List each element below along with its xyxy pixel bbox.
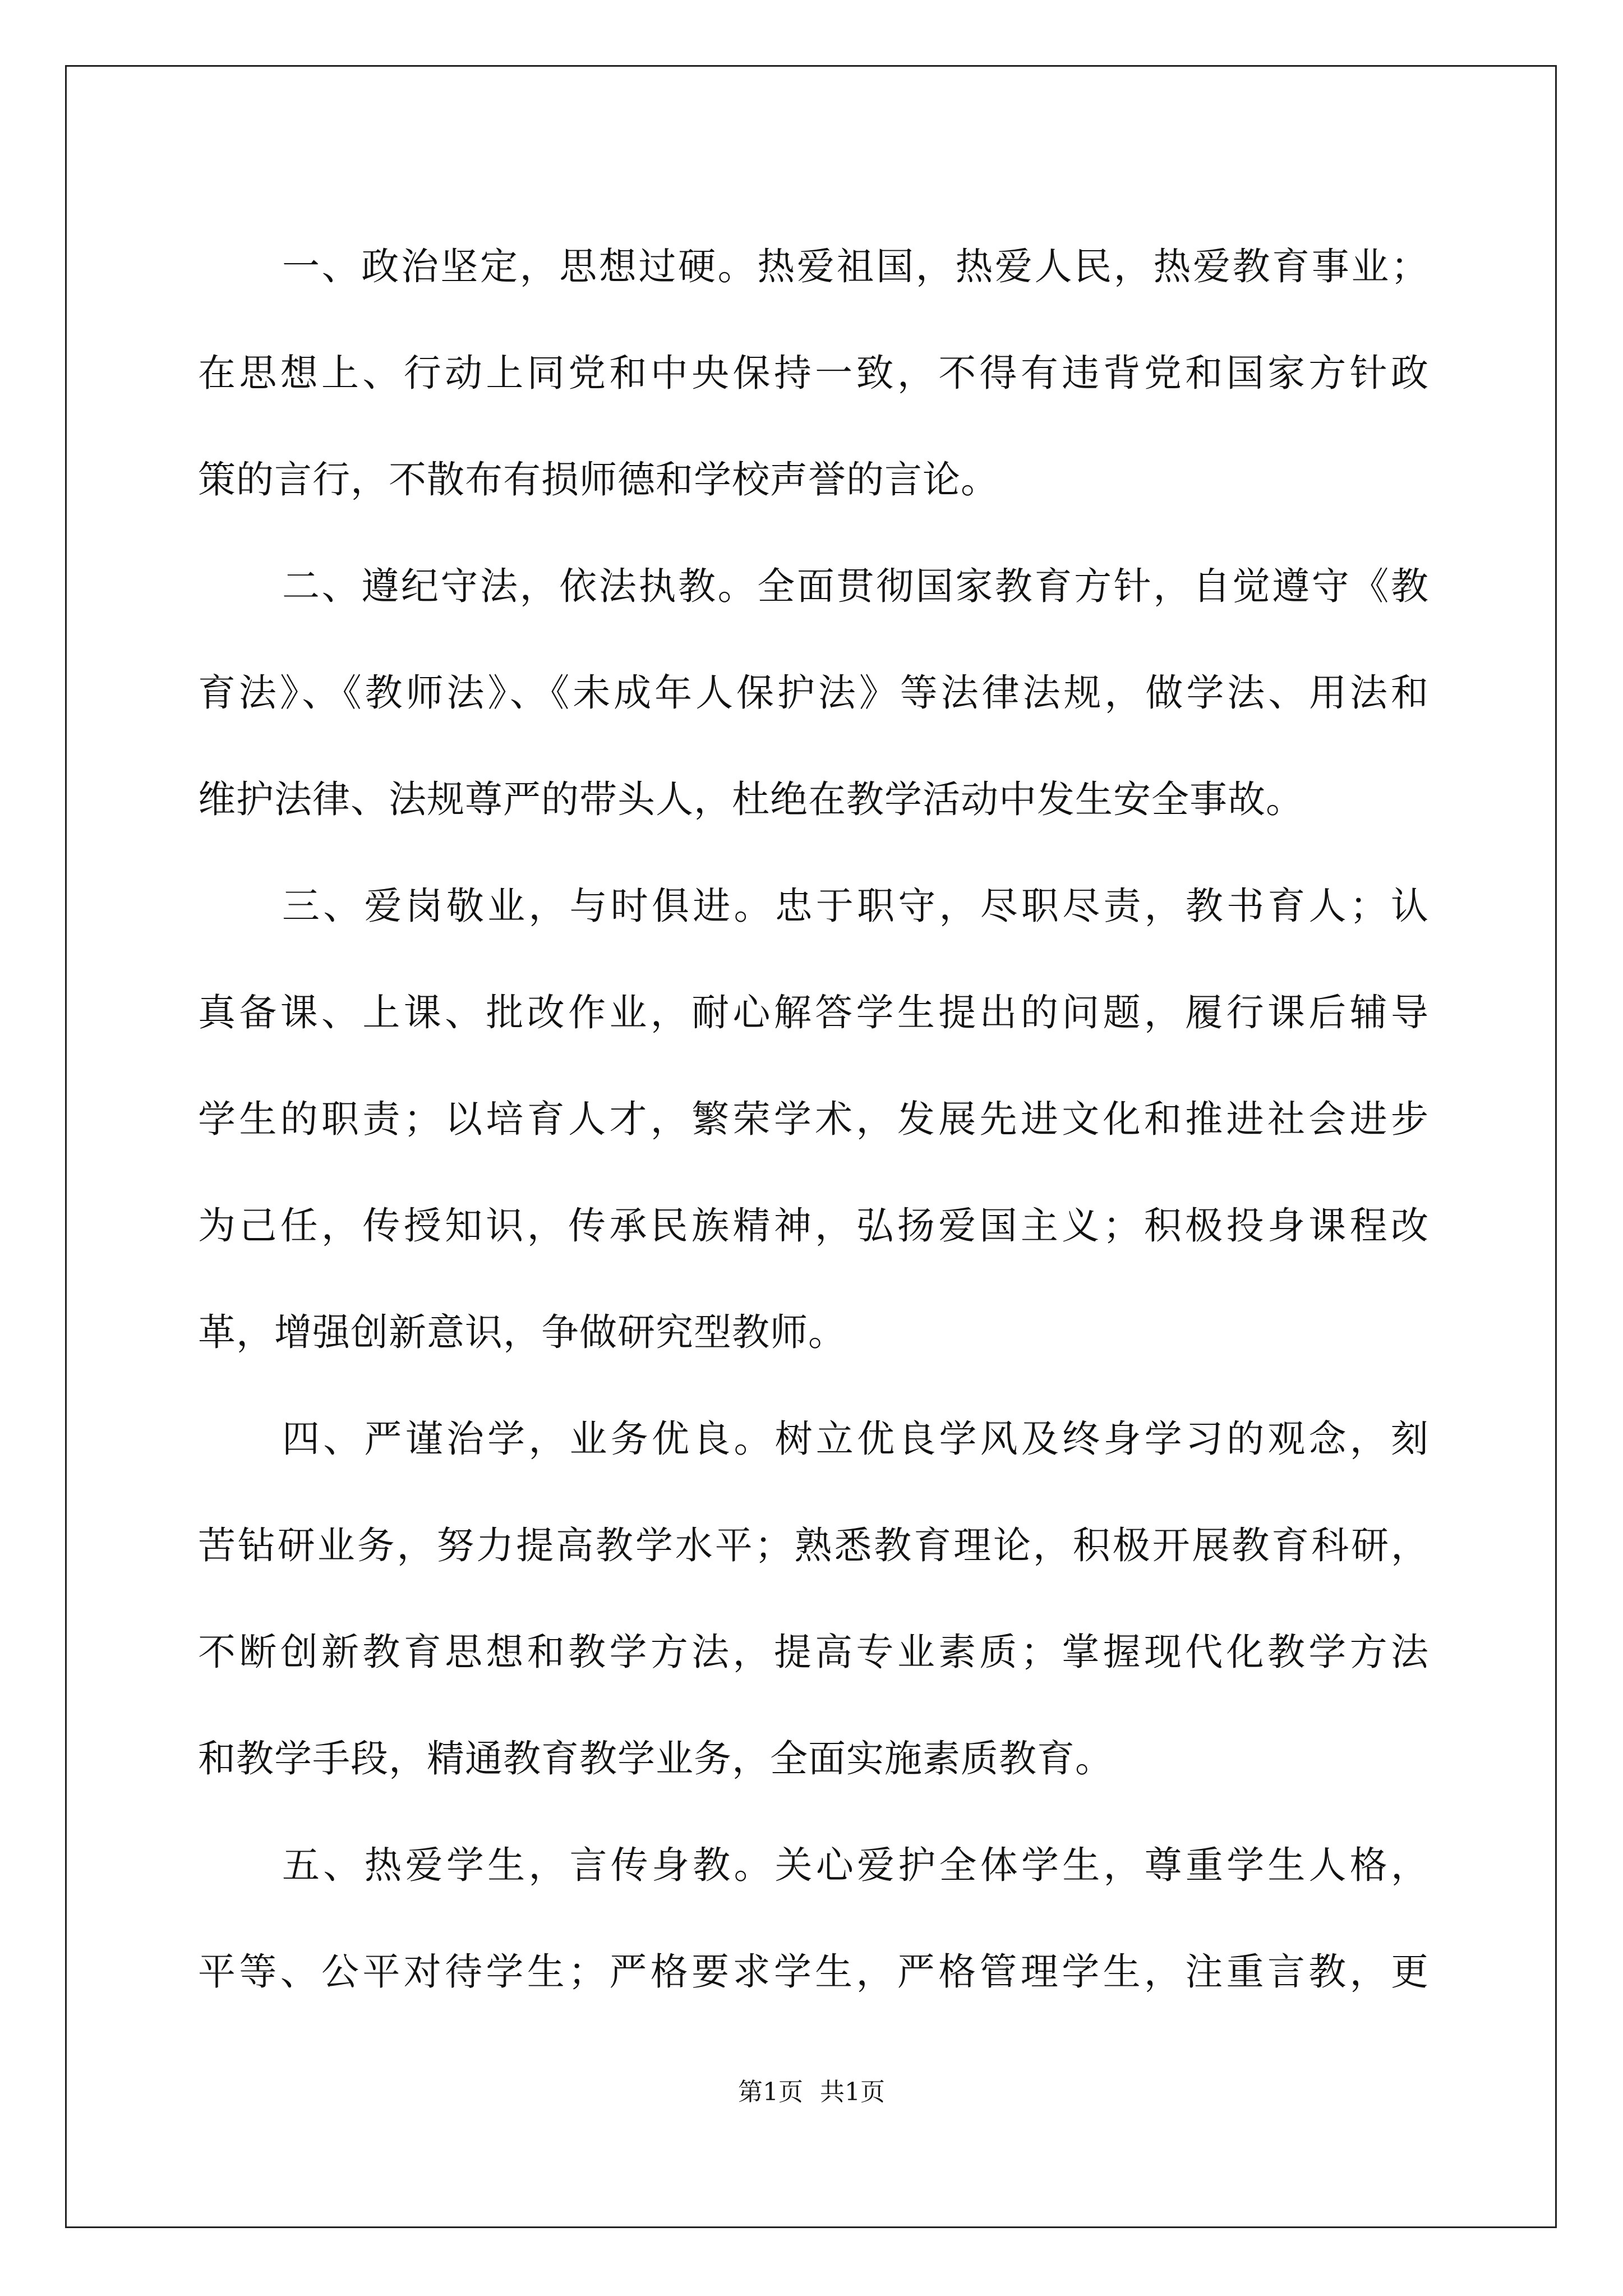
paragraph-line: 不断创新教育思想和教学方法，提高专业素质；掌握现代化教学方法 [198,1630,1429,1674]
paragraph-line: 二、遵纪守法，依法执教。全面贯彻国家教育方针，自觉遵守《教 [282,564,1429,608]
current-page-label: 第1页 [738,2078,803,2106]
paragraph-line: 平等、公平对待学生；严格要求学生，严格管理学生，注重言教，更 [198,1950,1429,1994]
paragraph-line: 苦钻研业务，努力提高教学水平；熟悉教育理论，积极开展教育科研， [198,1524,1429,1567]
paragraph-2 [198,533,1429,853]
paragraph-4 [198,1386,1429,1812]
document-body [198,213,1429,2025]
paragraph-3 [198,853,1429,1386]
paragraph-line: 真备课、上课、批改作业，耐心解答学生提出的问题，履行课后辅导 [198,991,1429,1034]
paragraph-line: 和教学手段，精通教育教学业务，全面实施素质教育。 [198,1737,1113,1780]
page-footer [0,2076,1623,2109]
paragraph-line: 学生的职责；以培育人才，繁荣学术，发展先进文化和推进社会进步 [198,1097,1429,1141]
paragraph-line: 革，增强创新意识，争做研究型教师。 [198,1310,846,1354]
paragraph-5 [198,1812,1429,2025]
paragraph-line: 四、严谨治学，业务优良。树立优良学风及终身学习的观念，刻 [282,1417,1429,1461]
paragraph-line: 维护法律、法规尊严的带头人，杜绝在教学活动中发生安全事故。 [198,777,1304,821]
paragraph-line: 在思想上、行动上同党和中央保持一致，不得有违背党和国家方针政 [198,351,1429,395]
paragraph-1 [198,213,1429,533]
paragraph-line: 五、热爱学生，言传身教。关心爱护全体学生，尊重学生人格， [282,1843,1429,1887]
paragraph-line: 为己任，传授知识，传承民族精神，弘扬爱国主义；积极投身课程改 [198,1204,1429,1248]
paragraph-line: 育法》、《教师法》、《未成年人保护法》等法律法规，做学法、用法和 [198,671,1429,715]
paragraph-line: 三、爱岗敬业，与时俱进。忠于职守，尽职尽责，教书育人；认 [282,884,1429,928]
paragraph-line: 一、政治坚定，思想过硬。热爱祖国，热爱人民，热爱教育事业； [282,245,1429,288]
paragraph-line: 策的言行，不散布有损师德和学校声誉的言论。 [198,458,999,501]
total-pages-label: 共1页 [820,2078,885,2106]
